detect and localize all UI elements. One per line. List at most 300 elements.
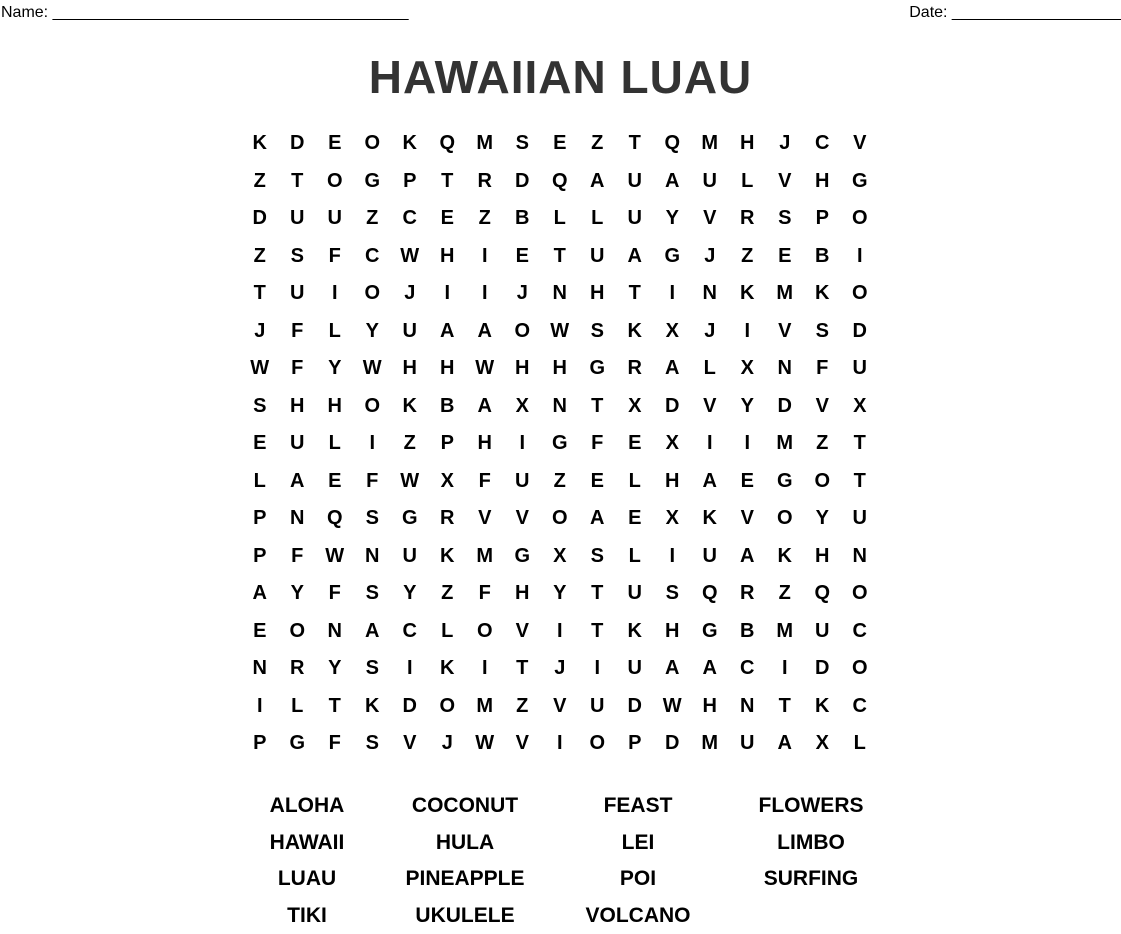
grid-letter: T <box>241 275 279 313</box>
grid-letter: N <box>691 275 729 313</box>
grid-letter: O <box>466 613 504 651</box>
grid-letter: U <box>579 238 617 276</box>
grid-letter: X <box>804 725 842 763</box>
grid-letter: U <box>579 688 617 726</box>
grid-letter: V <box>804 388 842 426</box>
grid-letter: V <box>841 125 879 163</box>
grid-letter: V <box>466 500 504 538</box>
grid-letter: D <box>616 688 654 726</box>
grid-row <box>241 575 879 613</box>
grid-letter: T <box>316 688 354 726</box>
grid-letter: E <box>616 500 654 538</box>
grid-letter: H <box>316 388 354 426</box>
grid-letter: Y <box>654 200 692 238</box>
grid-letter: D <box>241 200 279 238</box>
grid-letter: A <box>241 575 279 613</box>
grid-letter: E <box>541 125 579 163</box>
grid-letter: M <box>466 538 504 576</box>
grid-letter: V <box>729 500 767 538</box>
grid-letter: S <box>354 575 392 613</box>
grid-letter: U <box>504 463 542 501</box>
grid-letter: L <box>616 538 654 576</box>
grid-row <box>241 613 879 651</box>
grid-letter: K <box>354 688 392 726</box>
grid-letter: N <box>766 350 804 388</box>
word-list-item: LIMBO <box>732 825 890 862</box>
grid-letter: H <box>466 425 504 463</box>
grid-letter: P <box>391 163 429 201</box>
grid-letter: G <box>766 463 804 501</box>
grid-letter: U <box>391 313 429 351</box>
grid-letter: U <box>729 725 767 763</box>
grid-letter: L <box>616 463 654 501</box>
grid-letter: W <box>354 350 392 388</box>
grid-letter: F <box>279 313 317 351</box>
grid-letter: Q <box>541 163 579 201</box>
grid-letter: I <box>541 725 579 763</box>
grid-letter: Z <box>466 200 504 238</box>
grid-letter: V <box>504 500 542 538</box>
grid-letter: J <box>504 275 542 313</box>
grid-letter: I <box>691 425 729 463</box>
grid-letter: Z <box>241 163 279 201</box>
grid-letter: A <box>616 238 654 276</box>
word-list-item: VOLCANO <box>544 898 732 934</box>
grid-letter: S <box>504 125 542 163</box>
grid-letter: F <box>579 425 617 463</box>
grid-letter: Z <box>766 575 804 613</box>
grid-letter: L <box>241 463 279 501</box>
grid-letter: G <box>654 238 692 276</box>
grid-letter: H <box>579 275 617 313</box>
grid-letter: I <box>766 650 804 688</box>
word-list-item: FEAST <box>544 788 732 825</box>
grid-letter: A <box>466 388 504 426</box>
grid-letter: Z <box>541 463 579 501</box>
grid-letter: I <box>466 238 504 276</box>
grid-letter: G <box>279 725 317 763</box>
grid-letter: P <box>241 538 279 576</box>
grid-letter: K <box>804 275 842 313</box>
grid-letter: I <box>391 650 429 688</box>
grid-letter: D <box>654 725 692 763</box>
grid-letter: R <box>616 350 654 388</box>
grid-letter: U <box>279 275 317 313</box>
grid-letter: U <box>691 163 729 201</box>
word-list <box>228 788 888 934</box>
grid-letter: O <box>804 463 842 501</box>
grid-letter: G <box>354 163 392 201</box>
grid-letter: J <box>691 313 729 351</box>
grid-letter: O <box>354 275 392 313</box>
grid-letter: I <box>354 425 392 463</box>
grid-letter: A <box>691 650 729 688</box>
grid-letter: O <box>504 313 542 351</box>
grid-row <box>241 425 879 463</box>
grid-letter: K <box>729 275 767 313</box>
grid-letter: F <box>804 350 842 388</box>
grid-letter: M <box>691 725 729 763</box>
grid-letter: X <box>729 350 767 388</box>
grid-letter: T <box>279 163 317 201</box>
grid-row <box>241 650 879 688</box>
grid-letter: U <box>841 500 879 538</box>
grid-letter: V <box>541 688 579 726</box>
grid-row <box>241 200 879 238</box>
grid-letter: S <box>241 388 279 426</box>
grid-row <box>241 238 879 276</box>
grid-letter: U <box>279 425 317 463</box>
grid-letter: W <box>241 350 279 388</box>
grid-letter: Y <box>279 575 317 613</box>
grid-row <box>241 725 879 763</box>
grid-letter: O <box>841 650 879 688</box>
grid-row <box>241 125 879 163</box>
grid-letter: I <box>729 313 767 351</box>
grid-letter: I <box>579 650 617 688</box>
grid-letter: T <box>579 575 617 613</box>
grid-letter: X <box>616 388 654 426</box>
word-list-item: HAWAII <box>228 825 386 862</box>
grid-letter: T <box>841 463 879 501</box>
word-list-item: LEI <box>544 825 732 862</box>
word-list-item: SURFING <box>732 861 890 898</box>
word-list-item: ALOHA <box>228 788 386 825</box>
grid-letter: V <box>504 613 542 651</box>
grid-letter: X <box>654 313 692 351</box>
grid-letter: J <box>691 238 729 276</box>
grid-letter: K <box>391 388 429 426</box>
grid-row <box>241 313 879 351</box>
grid-letter: H <box>429 350 467 388</box>
grid-letter: A <box>766 725 804 763</box>
grid-letter: D <box>804 650 842 688</box>
word-list-item: LUAU <box>228 861 386 898</box>
grid-letter: N <box>541 388 579 426</box>
grid-letter: Z <box>241 238 279 276</box>
grid-letter: R <box>729 575 767 613</box>
grid-letter: G <box>691 613 729 651</box>
word-list-item: PINEAPPLE <box>386 861 544 898</box>
grid-letter: G <box>391 500 429 538</box>
grid-letter: H <box>279 388 317 426</box>
grid-letter: P <box>804 200 842 238</box>
grid-row <box>241 163 879 201</box>
grid-letter: W <box>466 725 504 763</box>
grid-letter: K <box>241 125 279 163</box>
grid-letter: O <box>579 725 617 763</box>
grid-letter: T <box>579 388 617 426</box>
grid-letter: F <box>316 575 354 613</box>
grid-letter: K <box>616 313 654 351</box>
grid-letter: C <box>354 238 392 276</box>
grid-letter: D <box>766 388 804 426</box>
grid-letter: O <box>354 388 392 426</box>
grid-letter: T <box>541 238 579 276</box>
grid-letter: D <box>279 125 317 163</box>
grid-letter: H <box>804 163 842 201</box>
page-title: HAWAIIAN LUAU <box>0 50 1121 104</box>
grid-letter: H <box>729 125 767 163</box>
grid-letter: T <box>616 125 654 163</box>
grid-letter: Y <box>316 650 354 688</box>
grid-letter: M <box>766 425 804 463</box>
grid-letter: T <box>429 163 467 201</box>
grid-letter: E <box>766 238 804 276</box>
grid-letter: V <box>691 388 729 426</box>
grid-letter: J <box>766 125 804 163</box>
grid-letter: S <box>354 650 392 688</box>
grid-letter: V <box>504 725 542 763</box>
grid-letter: U <box>691 538 729 576</box>
grid-letter: L <box>316 425 354 463</box>
grid-letter: N <box>541 275 579 313</box>
grid-letter: H <box>654 463 692 501</box>
grid-letter: V <box>691 200 729 238</box>
grid-letter: T <box>841 425 879 463</box>
grid-letter: H <box>541 350 579 388</box>
name-field: Name: ________________________________________ <box>1 4 409 22</box>
grid-letter: B <box>429 388 467 426</box>
grid-letter: L <box>729 163 767 201</box>
grid-letter: A <box>354 613 392 651</box>
grid-letter: Y <box>316 350 354 388</box>
grid-letter: I <box>316 275 354 313</box>
grid-letter: G <box>504 538 542 576</box>
grid-letter: Q <box>691 575 729 613</box>
grid-letter: L <box>429 613 467 651</box>
grid-row <box>241 463 879 501</box>
grid-letter: O <box>841 200 879 238</box>
grid-letter: K <box>429 650 467 688</box>
grid-letter: O <box>841 275 879 313</box>
grid-letter: I <box>466 275 504 313</box>
grid-letter: E <box>616 425 654 463</box>
grid-letter: P <box>241 500 279 538</box>
grid-letter: O <box>841 575 879 613</box>
grid-letter: R <box>729 200 767 238</box>
grid-letter: B <box>729 613 767 651</box>
grid-letter: W <box>541 313 579 351</box>
grid-letter: L <box>691 350 729 388</box>
grid-letter: F <box>466 575 504 613</box>
grid-letter: G <box>841 163 879 201</box>
grid-letter: U <box>804 613 842 651</box>
grid-letter: D <box>391 688 429 726</box>
grid-letter: L <box>279 688 317 726</box>
grid-letter: C <box>841 688 879 726</box>
grid-letter: D <box>504 163 542 201</box>
grid-letter: A <box>654 650 692 688</box>
grid-letter: B <box>804 238 842 276</box>
grid-letter: K <box>691 500 729 538</box>
grid-letter: E <box>504 238 542 276</box>
grid-letter: S <box>579 538 617 576</box>
grid-letter: K <box>804 688 842 726</box>
grid-letter: W <box>654 688 692 726</box>
grid-letter: Y <box>729 388 767 426</box>
grid-letter: U <box>616 650 654 688</box>
grid-letter: J <box>429 725 467 763</box>
grid-letter: L <box>841 725 879 763</box>
grid-letter: N <box>241 650 279 688</box>
grid-letter: E <box>316 125 354 163</box>
grid-letter: N <box>729 688 767 726</box>
grid-letter: F <box>279 350 317 388</box>
grid-letter: M <box>466 125 504 163</box>
grid-letter: I <box>841 238 879 276</box>
grid-letter: Z <box>391 425 429 463</box>
grid-letter: E <box>729 463 767 501</box>
grid-letter: I <box>466 650 504 688</box>
grid-letter: H <box>504 350 542 388</box>
letter-grid <box>241 125 879 763</box>
grid-letter: J <box>541 650 579 688</box>
grid-letter: I <box>429 275 467 313</box>
grid-row <box>241 538 879 576</box>
grid-letter: T <box>504 650 542 688</box>
grid-letter: C <box>391 200 429 238</box>
grid-letter: A <box>654 350 692 388</box>
grid-letter: F <box>279 538 317 576</box>
grid-letter: I <box>654 538 692 576</box>
grid-letter: I <box>654 275 692 313</box>
grid-letter: H <box>429 238 467 276</box>
grid-letter: Y <box>391 575 429 613</box>
grid-letter: E <box>241 613 279 651</box>
grid-letter: C <box>804 125 842 163</box>
grid-letter: W <box>391 463 429 501</box>
word-list-item: COCONUT <box>386 788 544 825</box>
grid-letter: U <box>616 163 654 201</box>
grid-letter: A <box>654 163 692 201</box>
grid-letter: H <box>654 613 692 651</box>
grid-letter: F <box>316 725 354 763</box>
grid-letter: O <box>279 613 317 651</box>
grid-letter: K <box>616 613 654 651</box>
grid-letter: X <box>841 388 879 426</box>
grid-letter: I <box>541 613 579 651</box>
grid-letter: W <box>391 238 429 276</box>
grid-letter: Z <box>804 425 842 463</box>
grid-row <box>241 275 879 313</box>
grid-letter: Q <box>654 125 692 163</box>
grid-letter: A <box>729 538 767 576</box>
grid-letter: Y <box>541 575 579 613</box>
word-list-item: POI <box>544 861 732 898</box>
grid-letter: O <box>354 125 392 163</box>
grid-letter: X <box>504 388 542 426</box>
grid-letter: G <box>541 425 579 463</box>
grid-letter: U <box>616 575 654 613</box>
grid-letter: S <box>354 725 392 763</box>
grid-letter: X <box>654 425 692 463</box>
grid-letter: W <box>466 350 504 388</box>
grid-letter: O <box>541 500 579 538</box>
grid-letter: U <box>279 200 317 238</box>
grid-letter: T <box>579 613 617 651</box>
grid-letter: J <box>391 275 429 313</box>
grid-letter: Q <box>804 575 842 613</box>
grid-letter: Z <box>579 125 617 163</box>
grid-letter: K <box>429 538 467 576</box>
grid-letter: O <box>766 500 804 538</box>
grid-letter: O <box>429 688 467 726</box>
grid-letter: R <box>279 650 317 688</box>
grid-letter: H <box>804 538 842 576</box>
grid-letter: W <box>316 538 354 576</box>
grid-letter: A <box>579 163 617 201</box>
grid-letter: M <box>766 275 804 313</box>
grid-letter: S <box>579 313 617 351</box>
grid-letter: F <box>354 463 392 501</box>
grid-letter: I <box>241 688 279 726</box>
grid-letter: N <box>316 613 354 651</box>
grid-letter: B <box>504 200 542 238</box>
grid-letter: Q <box>429 125 467 163</box>
grid-letter: M <box>466 688 504 726</box>
grid-letter: L <box>316 313 354 351</box>
grid-letter: N <box>841 538 879 576</box>
word-list-item: HULA <box>386 825 544 862</box>
grid-letter: E <box>241 425 279 463</box>
grid-letter: P <box>616 725 654 763</box>
grid-row <box>241 688 879 726</box>
grid-letter: F <box>466 463 504 501</box>
grid-letter: H <box>691 688 729 726</box>
grid-letter: Y <box>804 500 842 538</box>
grid-letter: H <box>504 575 542 613</box>
word-list-item: TIKI <box>228 898 386 934</box>
grid-letter: S <box>804 313 842 351</box>
grid-letter: H <box>391 350 429 388</box>
grid-letter: C <box>841 613 879 651</box>
grid-letter: Y <box>354 313 392 351</box>
word-list-item: FLOWERS <box>732 788 890 825</box>
grid-letter: V <box>766 313 804 351</box>
grid-letter: D <box>841 313 879 351</box>
date-field: Date: ___________________ <box>909 4 1121 22</box>
grid-row <box>241 388 879 426</box>
grid-letter: E <box>579 463 617 501</box>
header-row <box>0 4 1121 26</box>
grid-letter: D <box>654 388 692 426</box>
grid-letter: A <box>279 463 317 501</box>
grid-letter: R <box>466 163 504 201</box>
grid-letter: U <box>391 538 429 576</box>
grid-letter: L <box>579 200 617 238</box>
grid-letter: U <box>841 350 879 388</box>
grid-letter: C <box>391 613 429 651</box>
grid-letter: S <box>654 575 692 613</box>
grid-letter: S <box>279 238 317 276</box>
grid-letter: I <box>729 425 767 463</box>
grid-letter: X <box>654 500 692 538</box>
grid-row <box>241 500 879 538</box>
grid-letter: M <box>766 613 804 651</box>
grid-letter: G <box>579 350 617 388</box>
grid-letter: X <box>429 463 467 501</box>
word-list-item: UKULELE <box>386 898 544 934</box>
grid-letter: Q <box>316 500 354 538</box>
grid-letter: A <box>579 500 617 538</box>
grid-letter: Z <box>504 688 542 726</box>
grid-letter: L <box>541 200 579 238</box>
grid-letter: V <box>391 725 429 763</box>
grid-letter: E <box>316 463 354 501</box>
grid-letter: S <box>354 500 392 538</box>
grid-letter: K <box>391 125 429 163</box>
